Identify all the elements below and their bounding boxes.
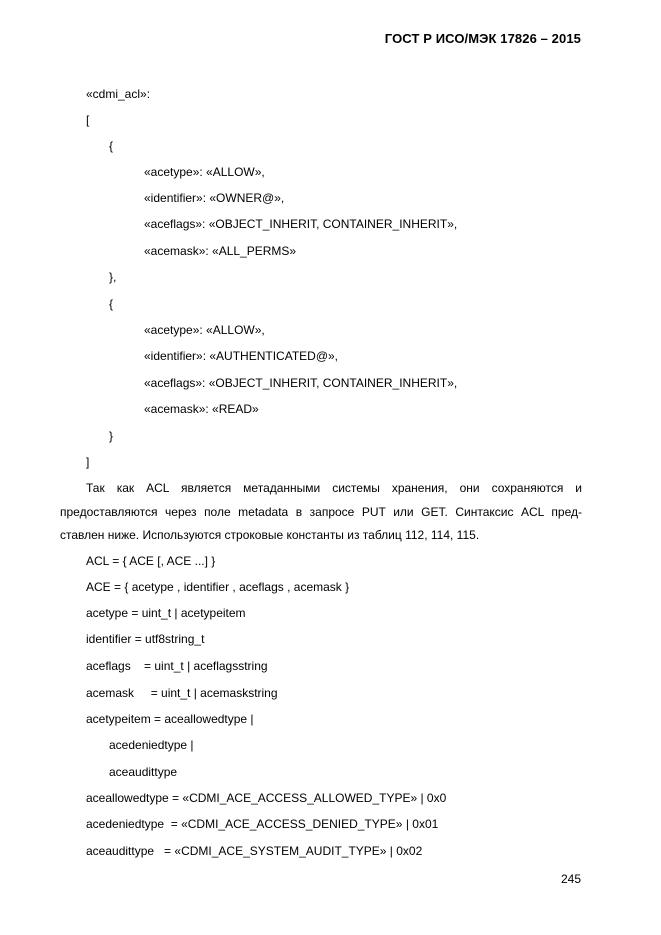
code-line: «aceflags»: «OBJECT_INHERIT, CONTAINER_INHERIT», (144, 217, 458, 231)
syntax-line: aceaudittype = «CDMI_ACE_SYSTEM_AUDIT_TYPE» | 0x02 (86, 844, 423, 858)
syntax-line: acetypeitem = aceallowedtype | (86, 712, 254, 726)
code-line: } (109, 429, 114, 443)
code-line: { (109, 297, 114, 311)
code-line: «acemask»: «READ» (144, 402, 259, 416)
code-line: «identifier»: «OWNER@», (144, 191, 285, 205)
syntax-line: acedeniedtype | (109, 738, 194, 752)
syntax-line: aceallowedtype = «CDMI_ACE_ACCESS_ALLOWED_TYPE» | 0x0 (86, 791, 447, 805)
code-line: «acetype»: «ALLOW», (144, 323, 265, 337)
code-line: «acetype»: «ALLOW», (144, 165, 265, 179)
body-paragraph (60, 477, 582, 548)
code-line: «aceflags»: «OBJECT_INHERIT, CONTAINER_INHERIT», (144, 376, 458, 390)
code-line: [ (86, 113, 90, 127)
syntax-line: ACL = { ACE [, ACE ...] } (86, 554, 216, 568)
code-line: { (109, 139, 114, 153)
code-line: ] (86, 455, 90, 469)
syntax-line: aceaudittype (109, 765, 178, 779)
paragraph-line: Так как ACL является метаданными системы хранения, они сохраняются и (86, 481, 582, 495)
code-line: «acemask»: «ALL_PERMS» (144, 244, 297, 258)
page-number: 245 (560, 872, 581, 886)
syntax-line: acedeniedtype = «CDMI_ACE_ACCESS_DENIED_TYPE» | 0x01 (86, 817, 439, 831)
syntax-line: ACE = { acetype , identifier , aceflags , acemask } (86, 580, 350, 594)
page-header: ГОСТ Р ИСО/МЭК 17826 – 2015 (384, 31, 581, 46)
syntax-line: identifier = utf8string_t (86, 632, 205, 646)
syntax-line: aceflags = uint_t | aceflagsstring (86, 659, 268, 673)
code-line: «identifier»: «AUTHENTICATED@», (144, 349, 339, 363)
code-line: }, (109, 270, 117, 284)
paragraph-line: ставлен ниже. Используются строковые константы из таблиц 112, 114, 115. (60, 528, 480, 542)
syntax-line: acetype = uint_t | acetypeitem (86, 606, 246, 620)
syntax-line: acemask = uint_t | acemaskstring (86, 686, 278, 700)
code-line: «cdmi_acl»: (86, 87, 151, 101)
paragraph-line: предоставляются через поле metadata в запросе PUT или GET. Синтаксис ACL пред- (60, 504, 582, 519)
